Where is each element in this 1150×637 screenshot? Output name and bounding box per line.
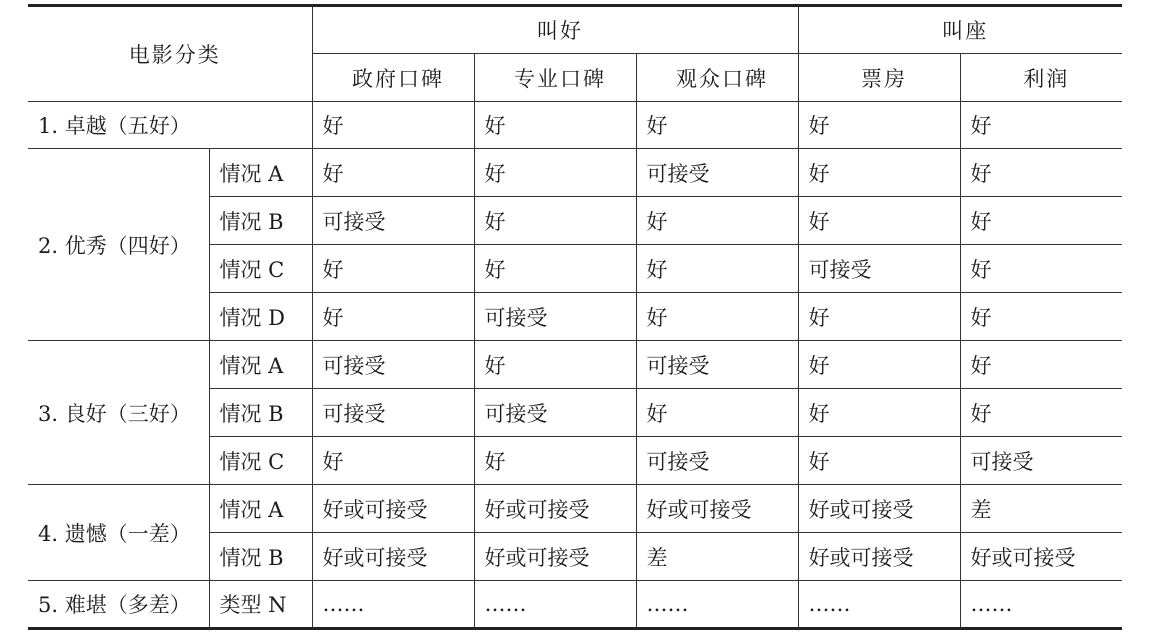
case-label: 情况 C — [209, 437, 312, 485]
rating-cell: 好 — [312, 293, 474, 341]
category-label: 1. 卓越（五好） — [28, 102, 312, 149]
table-row — [28, 149, 1122, 197]
rating-cell: 可接受 — [312, 197, 474, 245]
rating-cell: 可接受 — [636, 437, 798, 485]
rating-cell: 好 — [960, 197, 1122, 245]
rating-cell: 好 — [636, 245, 798, 293]
rating-cell: …… — [798, 581, 960, 629]
rating-cell: 好 — [474, 245, 636, 293]
rating-cell: 好 — [798, 149, 960, 197]
case-label: 情况 B — [209, 197, 312, 245]
rating-cell: 好 — [474, 341, 636, 389]
rating-cell: 可接受 — [636, 149, 798, 197]
table-row — [28, 581, 1122, 629]
column-header: 政府口碑 — [312, 54, 474, 102]
box-office-group-header: 叫座 — [798, 6, 1122, 54]
rating-cell: 好 — [960, 341, 1122, 389]
category-label: 4. 遗憾（一差） — [28, 485, 209, 581]
rating-cell: …… — [960, 581, 1122, 629]
case-label: 情况 B — [209, 389, 312, 437]
category-label: 3. 良好（三好） — [28, 341, 209, 485]
case-label: 情况 A — [209, 149, 312, 197]
rating-cell: 可接受 — [474, 389, 636, 437]
rating-cell: 好或可接受 — [474, 485, 636, 533]
table-row — [28, 485, 1122, 533]
rating-cell: 好 — [798, 389, 960, 437]
table-row — [28, 341, 1122, 389]
rating-cell: 好 — [960, 389, 1122, 437]
rating-cell: 好 — [636, 389, 798, 437]
column-header: 观众口碑 — [636, 54, 798, 102]
rating-cell: 好 — [636, 102, 798, 149]
column-header: 票房 — [798, 54, 960, 102]
rating-cell: 好 — [636, 197, 798, 245]
case-label: 情况 A — [209, 341, 312, 389]
rating-cell: 好 — [960, 149, 1122, 197]
rating-cell: 好或可接受 — [312, 533, 474, 581]
table-row — [28, 102, 1122, 149]
rating-cell: 好或可接受 — [474, 533, 636, 581]
rating-cell: …… — [474, 581, 636, 629]
header-row-1 — [28, 6, 1122, 54]
category-label: 5. 难堪（多差） — [28, 581, 209, 629]
rating-cell: 好 — [960, 293, 1122, 341]
rating-cell: 可接受 — [798, 245, 960, 293]
rating-cell: 好 — [798, 341, 960, 389]
rating-cell: 好 — [798, 102, 960, 149]
rating-cell: 可接受 — [636, 341, 798, 389]
rating-cell: 可接受 — [474, 293, 636, 341]
rating-cell: 好 — [798, 197, 960, 245]
rating-cell: 好 — [474, 102, 636, 149]
rating-cell: 可接受 — [960, 437, 1122, 485]
rating-cell: 好 — [960, 245, 1122, 293]
category-header: 电影分类 — [28, 6, 312, 102]
rating-cell: 好 — [474, 437, 636, 485]
rating-cell: 好 — [312, 437, 474, 485]
acclaim-group-header: 叫好 — [312, 6, 798, 54]
case-label: 情况 C — [209, 245, 312, 293]
case-label: 情况 B — [209, 533, 312, 581]
rating-cell: 好 — [474, 197, 636, 245]
case-label: 情况 D — [209, 293, 312, 341]
rating-cell: 好 — [798, 437, 960, 485]
rating-cell: 好 — [636, 293, 798, 341]
rating-cell: 好 — [312, 149, 474, 197]
rating-cell: 好或可接受 — [798, 533, 960, 581]
rating-cell: 好 — [312, 245, 474, 293]
rating-cell: 好 — [960, 102, 1122, 149]
column-header: 利润 — [960, 54, 1122, 102]
rating-cell: 好 — [798, 293, 960, 341]
rating-cell: 好或可接受 — [960, 533, 1122, 581]
rating-cell: 好或可接受 — [312, 485, 474, 533]
category-label: 2. 优秀（四好） — [28, 149, 209, 341]
rating-cell: 好 — [312, 102, 474, 149]
rating-cell: …… — [312, 581, 474, 629]
rating-cell: 好 — [474, 149, 636, 197]
column-header: 专业口碑 — [474, 54, 636, 102]
rating-cell: 好或可接受 — [798, 485, 960, 533]
rating-cell: 好或可接受 — [636, 485, 798, 533]
rating-cell: 差 — [636, 533, 798, 581]
rating-cell: 可接受 — [312, 341, 474, 389]
rating-cell: …… — [636, 581, 798, 629]
rating-cell: 差 — [960, 485, 1122, 533]
case-label: 类型 N — [209, 581, 312, 629]
case-label: 情况 A — [209, 485, 312, 533]
rating-cell: 可接受 — [312, 389, 474, 437]
film-classification-table — [28, 4, 1122, 630]
